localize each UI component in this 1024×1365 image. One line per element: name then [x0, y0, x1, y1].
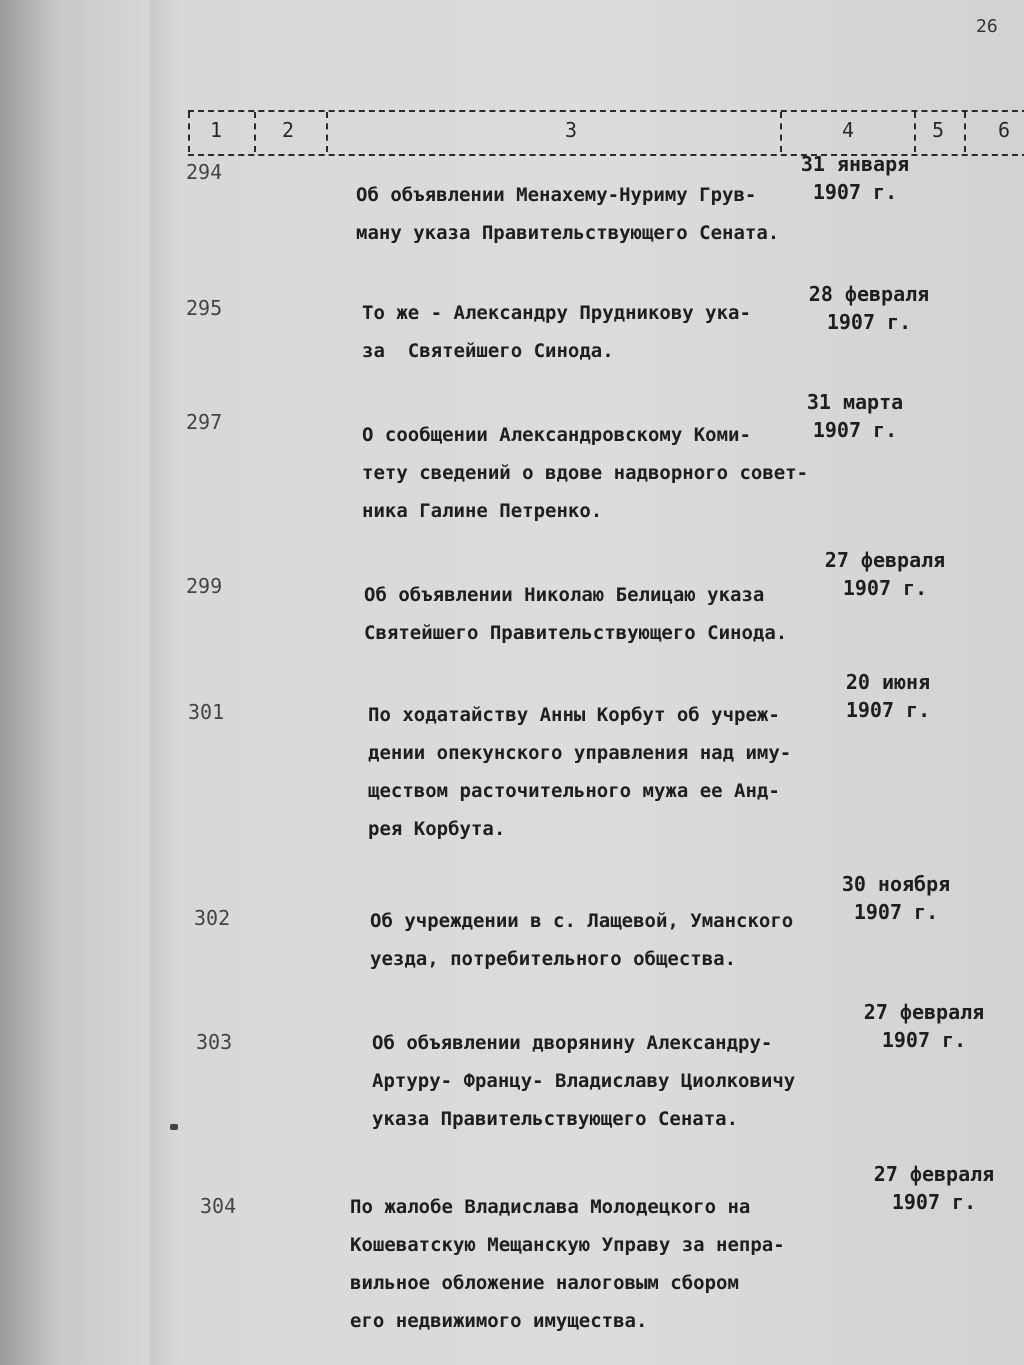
entry-date: 20 июня 1907 г.	[845, 670, 931, 722]
entry-number: 301	[188, 700, 225, 724]
column-separator	[780, 112, 782, 152]
entry-description: Об объявлении дворянину Александру- Артуру- Францу- Владиславу Циолковичу указа Правительствующего Сената.	[372, 1032, 796, 1130]
entry-number: 297	[186, 410, 223, 434]
column-header-5: 5	[932, 118, 945, 142]
entry-number: 294	[186, 160, 223, 184]
entry-date: 27 февраля 1907 г.	[824, 548, 946, 600]
entry-description: То же - Александру Прудникову ука- за Святейшего Синода.	[362, 302, 751, 362]
column-header-4: 4	[842, 118, 855, 142]
column-separator	[326, 112, 328, 152]
entry-number: 302	[194, 906, 231, 930]
entry-number: 303	[196, 1030, 233, 1054]
entry-description: Об объявлении Менахему-Нуриму Грув- ману указа Правительствующего Сената.	[356, 184, 780, 244]
column-separator	[188, 112, 190, 152]
margin-mark	[170, 1124, 178, 1130]
column-header-2: 2	[282, 118, 295, 142]
entry-number: 295	[186, 296, 223, 320]
entry-date: 27 февраля 1907 г.	[863, 1000, 985, 1052]
column-header-3: 3	[565, 118, 578, 142]
entry-description: По ходатайству Анны Корбут об учреж- дении опекунского управления над иму- ществом расточительного мужа ее Анд- рея Корбута.	[368, 704, 792, 840]
page-number: 26	[976, 16, 998, 37]
entry-date: 28 февраля 1907 г.	[808, 282, 930, 334]
column-header-1: 1	[210, 118, 223, 142]
column-header-6: 6	[998, 118, 1011, 142]
entry-date: 30 ноября 1907 г.	[841, 872, 951, 924]
page-fold-shadow	[150, 0, 180, 1365]
column-separator	[254, 112, 256, 152]
entry-date: 31 января 1907 г.	[800, 152, 910, 204]
entry-number: 299	[186, 574, 223, 598]
entry-date: 31 марта 1907 г.	[806, 390, 904, 442]
entry-description: Об объявлении Николаю Белицаю указа Святейшего Правительствующего Синода.	[364, 584, 788, 644]
entry-description: О сообщении Александровскому Коми- тету сведений о вдове надворного совет- ника Галине Петренко.	[362, 424, 809, 522]
column-separator	[964, 112, 966, 152]
column-separator	[914, 112, 916, 152]
entry-description: По жалобе Владислава Молодецкого на Кошеватскую Мещанскую Управу за непра- вильное обложение налоговым сбором его недвижимого имущества.	[350, 1196, 785, 1332]
entry-description: Об учреждении в с. Лащевой, Уманского уезда, потребительного общества.	[370, 910, 794, 970]
entry-date: 27 февраля 1907 г.	[873, 1162, 995, 1214]
entry-number: 304	[200, 1194, 237, 1218]
